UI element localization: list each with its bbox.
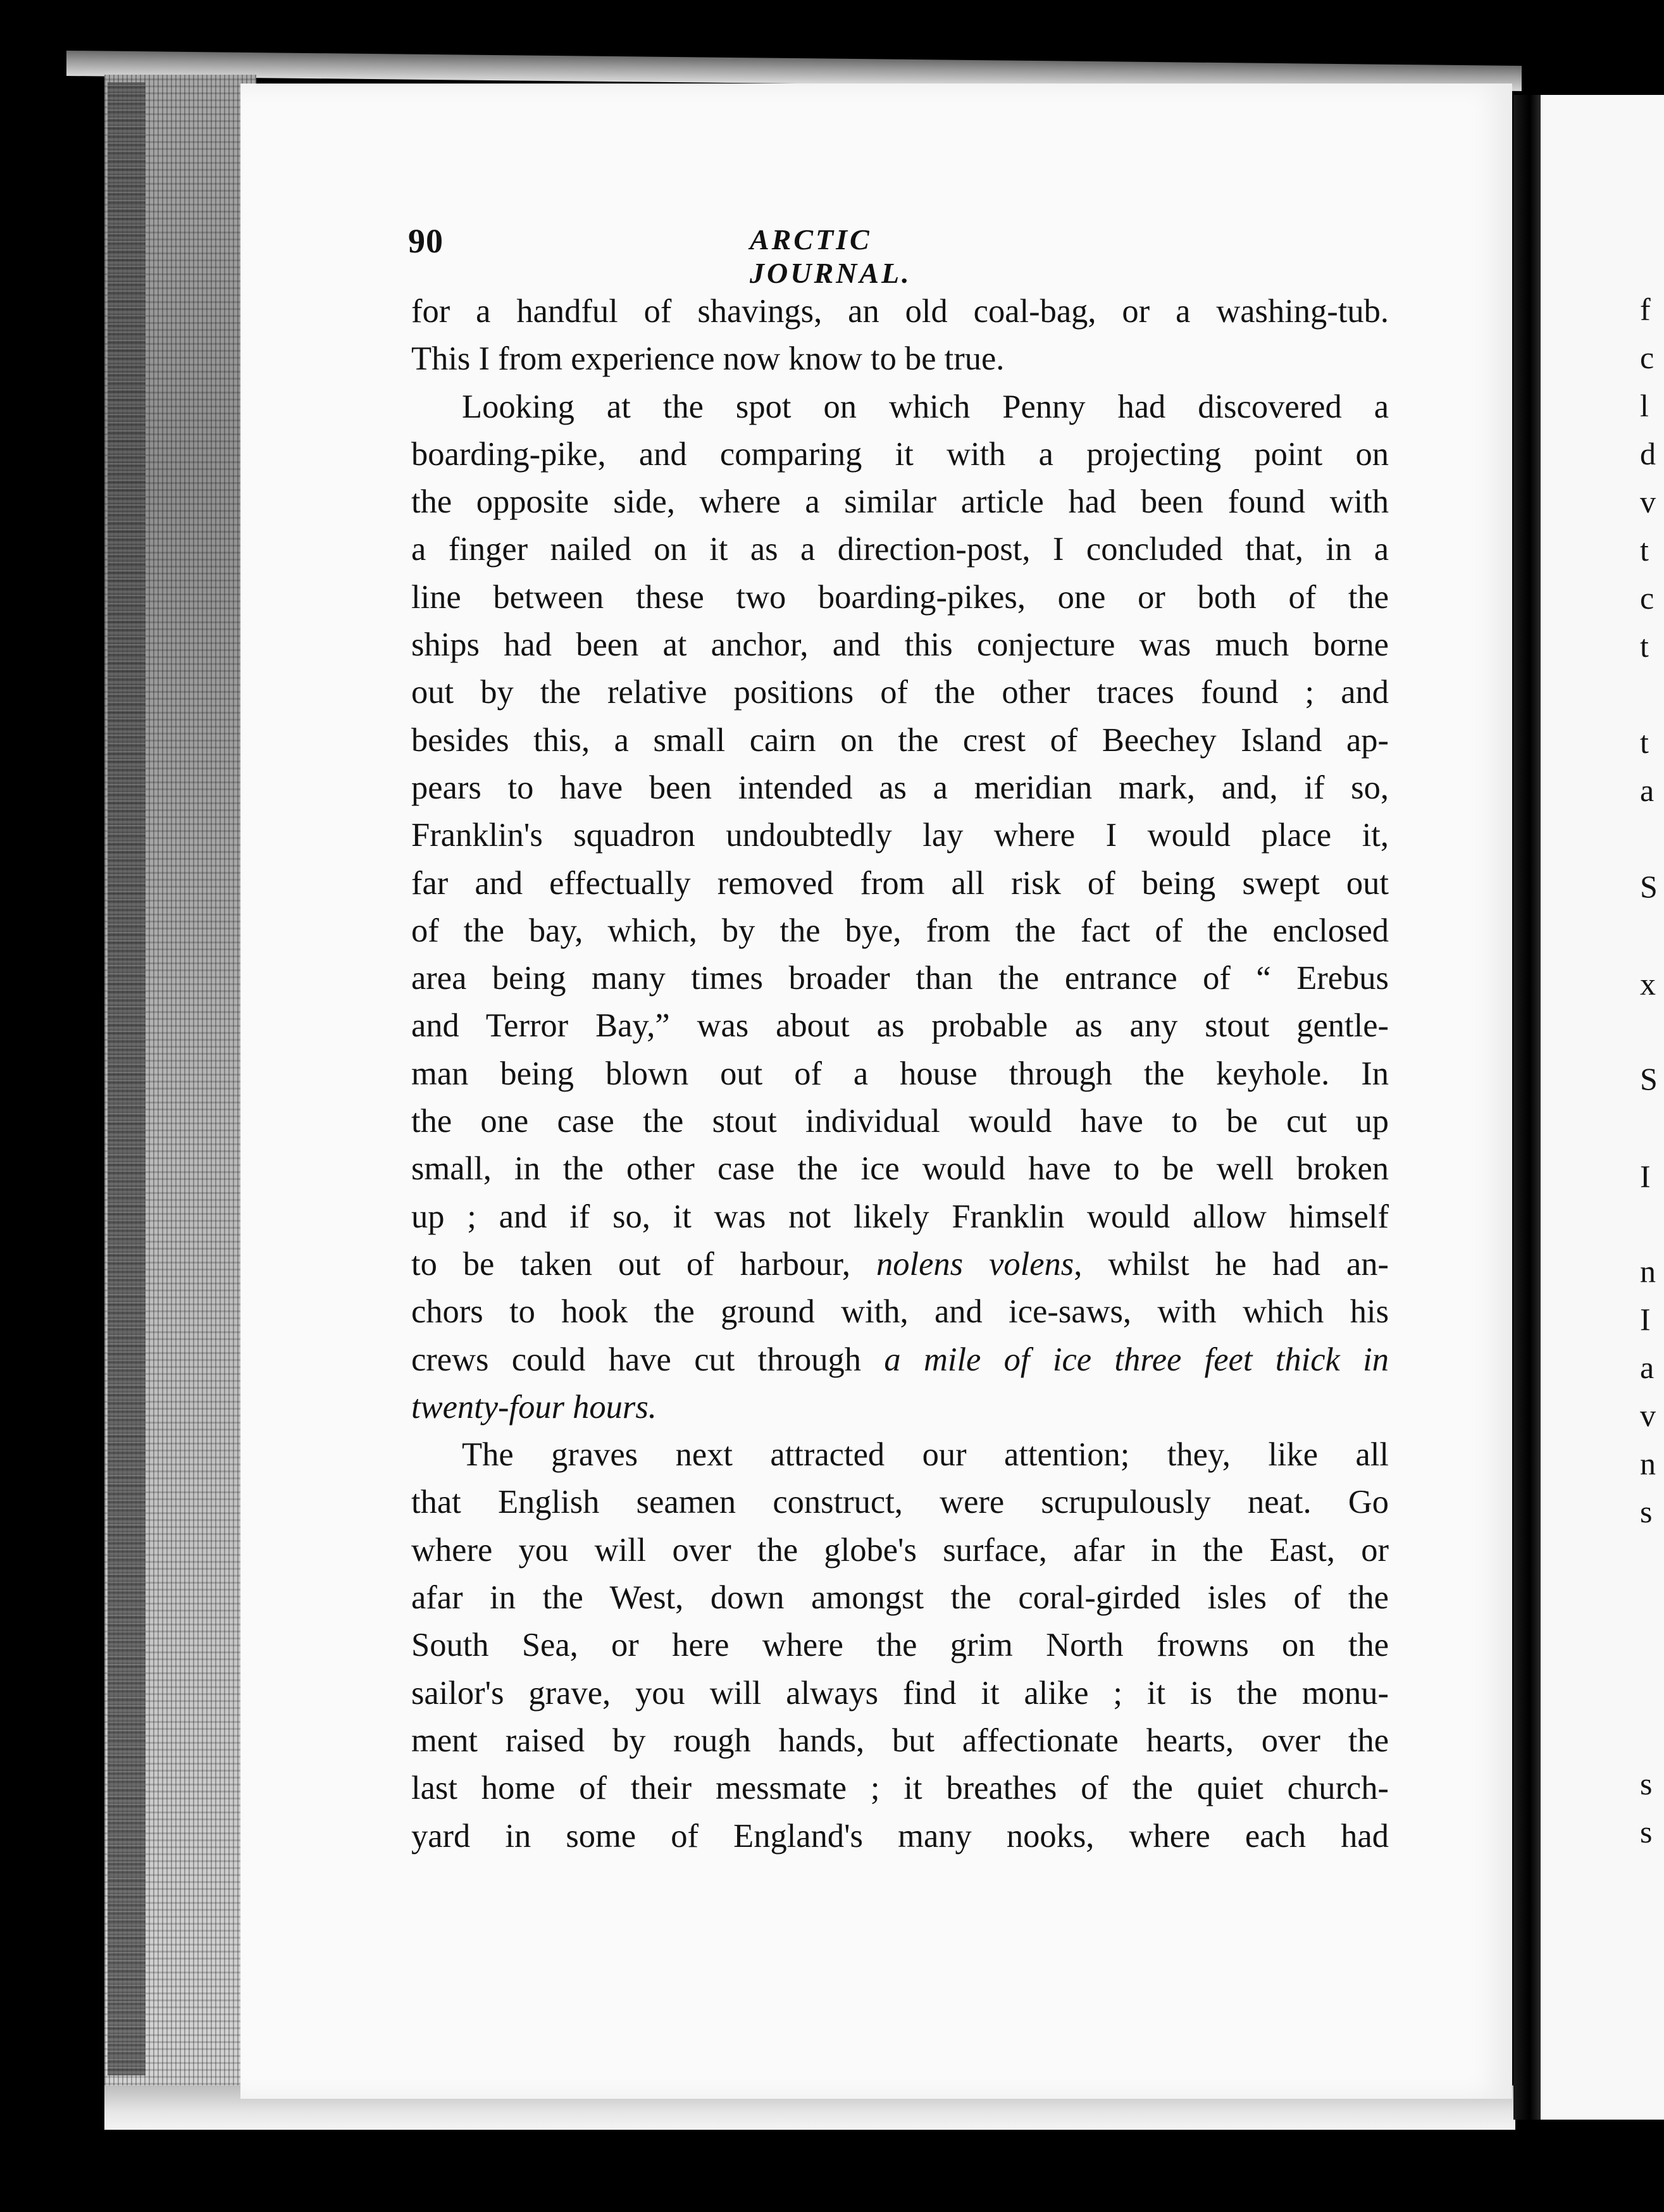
text-line: Franklin's squadron undoubtedly lay where I would place it,	[411, 817, 1389, 854]
text-line: sailor's grave, you will always find it alike ; it is the monu-	[411, 1674, 1389, 1712]
text-line: where you will over the globe's surface, afar in the East, or	[411, 1531, 1389, 1569]
text-line: yard in some of England's many nooks, where each had	[411, 1817, 1389, 1855]
facing-letter: f	[1640, 292, 1651, 327]
facing-letter: a	[1640, 1350, 1655, 1385]
text-line: area being many times broader than the entrance of “ Erebus	[411, 960, 1389, 997]
facing-letter: S	[1640, 1061, 1658, 1097]
italic-phrase: a mile of ice three feet thick in	[884, 1341, 1389, 1378]
running-title: ARCTIC JOURNAL.	[750, 223, 912, 289]
text-line: pears to have been intended as a meridian mark, and, if so,	[411, 769, 1389, 806]
text-line: of the bay, which, by the bye, from the fact of the enclosed	[411, 912, 1389, 949]
facing-letter: t	[1640, 628, 1649, 664]
text-fragment: crews could have cut through	[411, 1341, 862, 1378]
text-line: ment raised by rough hands, but affectionate hearts, over the	[411, 1722, 1389, 1759]
italic-phrase: nolens volens	[876, 1245, 1074, 1283]
text-line: far and effectually removed from all risk of being swept out	[411, 864, 1389, 902]
text-line: and Terror Bay,” was about as probable as any stout gentle-	[411, 1007, 1389, 1045]
facing-letter: s	[1640, 1494, 1653, 1529]
text-line: line between these two boarding-pikes, one or both of the	[411, 578, 1389, 616]
facing-letter: t	[1640, 724, 1649, 760]
text-line: for a handful of shavings, an old coal-bag, or a washing-tub.	[411, 293, 1389, 330]
facing-letter: n	[1640, 1446, 1656, 1481]
facing-letter: x	[1640, 966, 1656, 1002]
page-body	[411, 288, 1389, 1860]
text-line: besides this, a small cairn on the crest of Beechey Island ap-	[411, 721, 1389, 759]
text-line: Looking at the spot on which Penny had discovered a	[462, 388, 1389, 425]
facing-letter: n	[1640, 1253, 1656, 1289]
facing-letter: I	[1640, 1302, 1651, 1337]
facing-letter: S	[1640, 869, 1658, 904]
text-line-mixed	[411, 1241, 1389, 1288]
facing-letter: c	[1640, 580, 1655, 616]
text-fragment: to be taken out of harbour,	[411, 1245, 851, 1283]
book-gutter	[1513, 95, 1541, 2120]
facing-letter: d	[1640, 436, 1656, 471]
text-line: ships had been at anchor, and this conjecture was much borne	[411, 626, 1389, 664]
facing-letter: c	[1640, 340, 1655, 375]
text-line: that English seamen construct, were scrupulously neat. Go	[411, 1484, 1389, 1521]
page-stack-shadow	[108, 82, 146, 2075]
facing-letter: s	[1640, 1814, 1653, 1849]
facing-letter: I	[1640, 1159, 1651, 1194]
text-line: out by the relative positions of the other traces found ; and	[411, 674, 1389, 711]
text-line: man being blown out of a house through the keyhole. In	[411, 1055, 1389, 1092]
facing-letter: s	[1640, 1766, 1653, 1801]
page-number: 90	[408, 222, 444, 260]
facing-letter: a	[1640, 773, 1655, 808]
text-line: chors to hook the ground with, and ice-saws, with which his	[411, 1293, 1389, 1331]
running-head	[408, 221, 1041, 289]
facing-letter: v	[1640, 484, 1656, 519]
text-line: small, in the other case the ice would have to be well broken	[411, 1150, 1389, 1188]
text-line: the one case the stout individual would have to be cut up	[411, 1103, 1389, 1140]
text-line	[411, 1384, 1389, 1431]
text-line: afar in the West, down amongst the coral-girded isles of the	[411, 1579, 1389, 1617]
facing-letter: l	[1640, 388, 1649, 423]
text-fragment: , whilst he had an-	[1074, 1245, 1389, 1283]
text-line: This I from experience now know to be true.	[411, 340, 1005, 378]
text-line: The graves next attracted our attention; they, like all	[462, 1436, 1389, 1474]
text-line: a finger nailed on it as a direction-post, I concluded that, in a	[411, 531, 1389, 568]
text-line: up ; and if so, it was not likely Franklin would allow himself	[411, 1198, 1389, 1235]
text-line: last home of their messmate ; it breathes of the quiet church-	[411, 1770, 1389, 1807]
facing-letter: v	[1640, 1398, 1656, 1433]
text-line: the opposite side, where a similar article had been found with	[411, 483, 1389, 521]
italic-phrase: twenty-four hours.	[411, 1388, 657, 1426]
text-line: South Sea, or here where the grim North frowns on the	[411, 1627, 1389, 1664]
text-line-mixed	[411, 1336, 1389, 1384]
facing-letter: t	[1640, 532, 1649, 568]
text-line: boarding-pike, and comparing it with a projecting point on	[411, 435, 1389, 473]
